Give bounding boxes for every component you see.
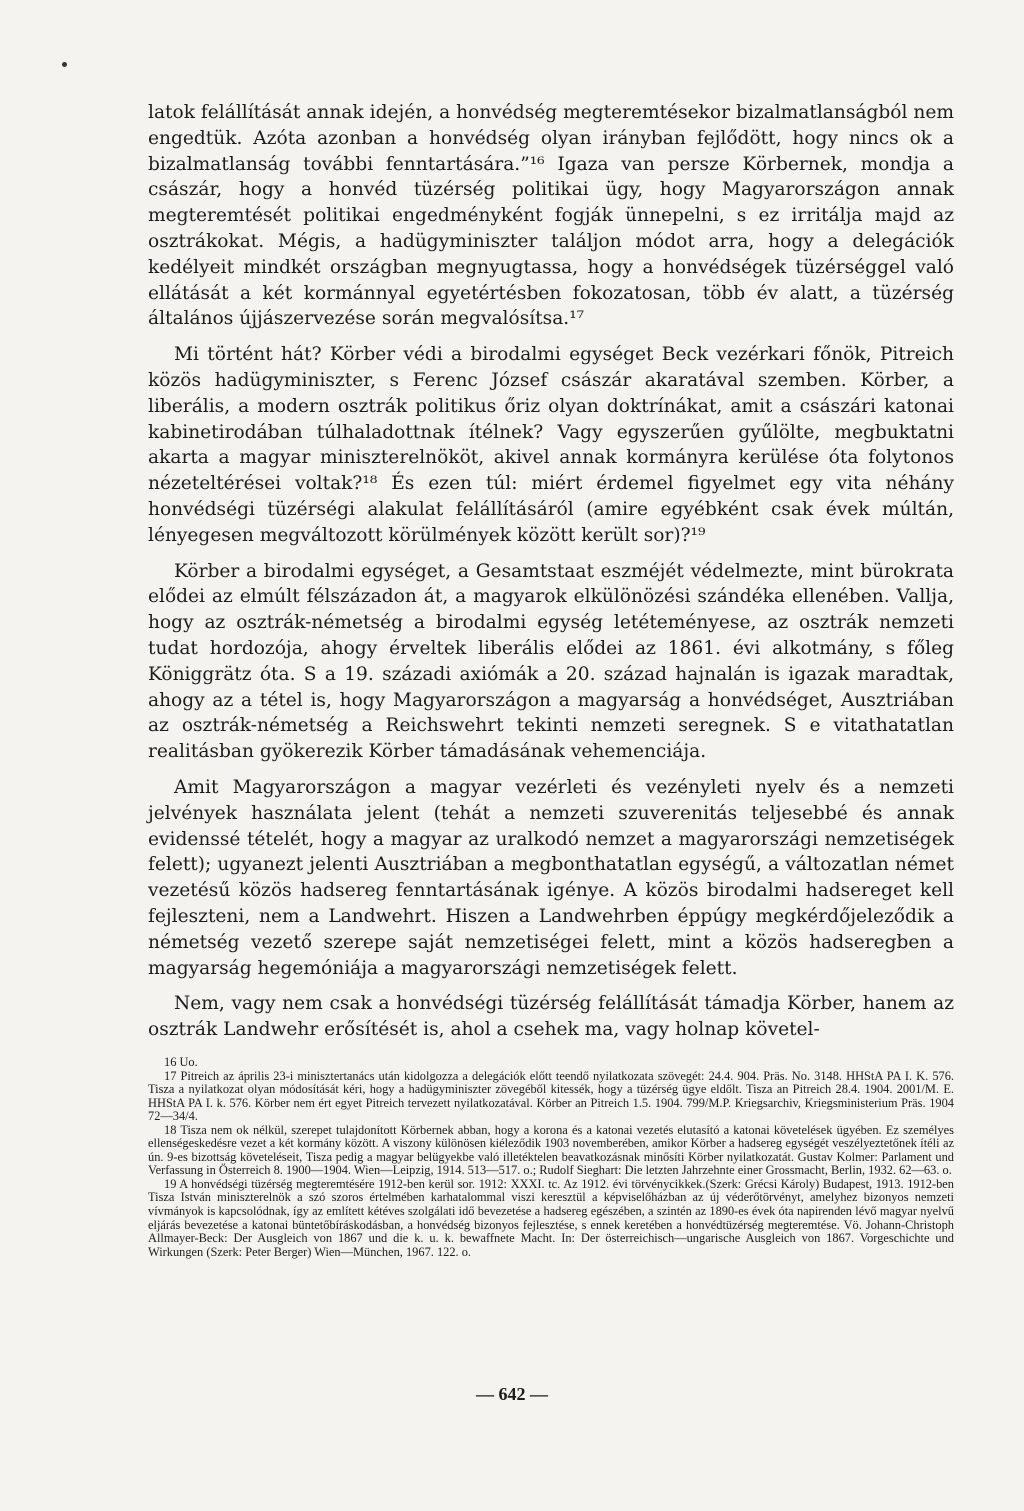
paragraph: Mi történt hát? Körber védi a birodalmi egységet Beck vezérkari főnök, Pitreich közös hadügyminiszter, s Ferenc József császár akaratával szemben. Körber, a liberális, a modern osztrák politikus őriz olyan doktrínákat, amit a császári katonai kabinetirodában túlhaladottnak ítélnek? Vagy egyszerűen gyűlölte, megbuktatni akarta a magyar miniszterelnököt, akivel annak kormányra kerülése óta folytonos nézeteltérései voltak?¹⁸ És ezen túl: miért érdemel figyelmet egy vita néhány honvédségi tüzérségi alakulat felállításáról (amire egyébként csak évek múltán, lényegesen megváltozott körülmények között került sor)?¹⁹ [148, 344, 954, 546]
paragraph: latok felállítását annak idején, a honvédség megteremtésekor bizalmatlanságból nem engedtük. Azóta azonban a honvédség olyan irányban fejlődött, hogy nincs ok a bizalmatlanság további fenntartására.”¹⁶ Igaza van persze Körbernek, mondja a császár, hogy a honvéd tüzérség politikai ügy, hogy Magyarországon annak megteremtését politikai engedményként fogják ünnepelni, s ez irritálja majd az osztrákokat. Mégis, a hadügyminiszter találjon módot arra, hogy a delegációk kedélyeit mindkét országban megnyugtassa, hogy a honvédségek tüzérséggel való ellátását a két kormánnyal egyetértésben fokozatosan, több év alatt, a tüzérség általános újjászervezése során megvalósítsa.¹⁷ [148, 102, 954, 330]
footnote: 18 Tisza nem ok nélkül, szerepet tulajdonított Körbernek abban, hogy a korona és a katonai vezetés elutasító a katonai követelések ügyében. Ez személyes ellenségeskedésre vezet a két kormány között. A viszony különösen kiéleződik 1903 novemberében, amikor Körber a hadsereg egységét veszélyeztetőnek ítéli az ún. 9-es bizottság követeléseit, Tisza pedig a magyar belügyekbe való illetéktelen beavatkozásnak minősíti Körber nyilatkozatát. Gustav Kolmer: Parlament und Verfassung in Österreich 8. 1900—1904. Wien—Leipzig, 1914. 513—517. o.; Rudolf Sieghart: Die letzten Jahrzehnte einer Grossmacht, Berlin, 1932. 62—63. o. [148, 1122, 954, 1178]
body-text [148, 100, 954, 1043]
paragraph: Körber a birodalmi egységet, a Gesamtstaat eszméjét védelmezte, mint bürokrata elődei az elmúlt félszázadon át, a magyarok elkülönözési szándéka ellenében. Vallja, hogy az osztrák-németség a birodalmi egység letéteményese, az osztrák nemzeti tudat hordozója, ahogy érveltek liberális elődei az 1861. évi alkotmány, s főleg Königgrätz óta. S a 19. századi axiómák a 20. század hajnalán is igazak maradtak, ahogy az a tétel is, hogy Magyarországon a magyarság a honvédséget, Ausztriában az osztrák-németség a Reichswehrt tekinti nemzeti seregnek. S e vitathatatlan realitásban gyökerezik Körber támadásának vehemenciája. [148, 560, 954, 763]
footnote: 16 Uo. [164, 1055, 198, 1069]
footnote: 19 A honvédségi tüzérség megteremtésére 1912-ben kerül sor. 1912: XXXI. tc. Az 1912. évi törvénycikkek.(Szerk: Grécsi Károly) Budapest, 1913. 1912-ben Tisza István miniszterelnök a szó szoros értelmében karhatalommal viszi keresztül a képviselőházban az új véderőtörvényt, amelyhez bizonyos nemzeti vívmányok is kapcsolódnak, így az említett kétéves szolgálati idő bevezetése a hadsereg egészében, a szintén az 1890-es évek óta napirenden lévő magyar nyelvű eljárás bevezetése a katonai büntetőbíráskodásban, a honvédség bizonyos fejlesztése, s ennek keretében a honvédtüzérség megteremtése. Vö. Johann-Christoph Allmayer-Beck: Der Ausgleich von 1867 und die k. u. k. bewaffnete Macht. In: Der österreichisch—ungarische Ausgleich von 1867. Vorgeschichte und Wirkungen (Szerk: Peter Berger) Wien—München, 1967. 122. o. [148, 1176, 954, 1259]
footnotes [148, 1056, 954, 1259]
page-number: — 642 — [476, 1384, 548, 1404]
paragraph: Nem, vagy nem csak a honvédségi tüzérség felállítását támadja Körber, hanem az osztrák Landwehr erősítését is, ahol a csehek ma, vagy holnap követel- [148, 993, 954, 1041]
paragraph: Amit Magyarországon a magyar vezérleti és vezényleti nyelv és a nemzeti jelvények használata jelent (tehát a nemzeti szuverenitás teljesebbé és annak evidenssé tételét, hogy a magyar az uralkodó nemzet a magyarországi nemzetiségek felett); ugyanezt jelenti Ausztriában a megbonthatatlan egységű, a változatlan német vezetésű közös hadsereg fenntartásának igénye. A közös birodalmi hadsereget kell fejleszteni, nem a Landwehrt. Hiszen a Landwehrben éppúgy megkérdőjeleződik a németség vezető szerepe saját nemzetiségei felett, mint a közös hadseregben a magyarság hegemóniája a magyarországi nemzetiségek felett. [148, 776, 954, 979]
footnote: 17 Pitreich az április 23-i minisztertanács után kidolgozza a delegációk előtt teendő nyilatkozata szövegét: 24.4. 904. Präs. No. 3148. HHStA PA I. K. 576. Tisza a nyilatkozat olyan módosítását kéri, hogy a hadügyminiszter zövegéből kitessék, hogy a tüzérség ügye eldőlt. Tisza an Pitreich 28.4. 1904. 2001/M. E. HHStA PA I. k. 576. Körber nem ért egyet Pitreich tervezett nyilatkozatával. Körber an Pitreich 1.5. 1904. 799/M.P. Kriegsarchiv, Kriegsministerium Präs. 1904 72—34/4. [148, 1068, 954, 1124]
scan-speck [62, 62, 67, 67]
